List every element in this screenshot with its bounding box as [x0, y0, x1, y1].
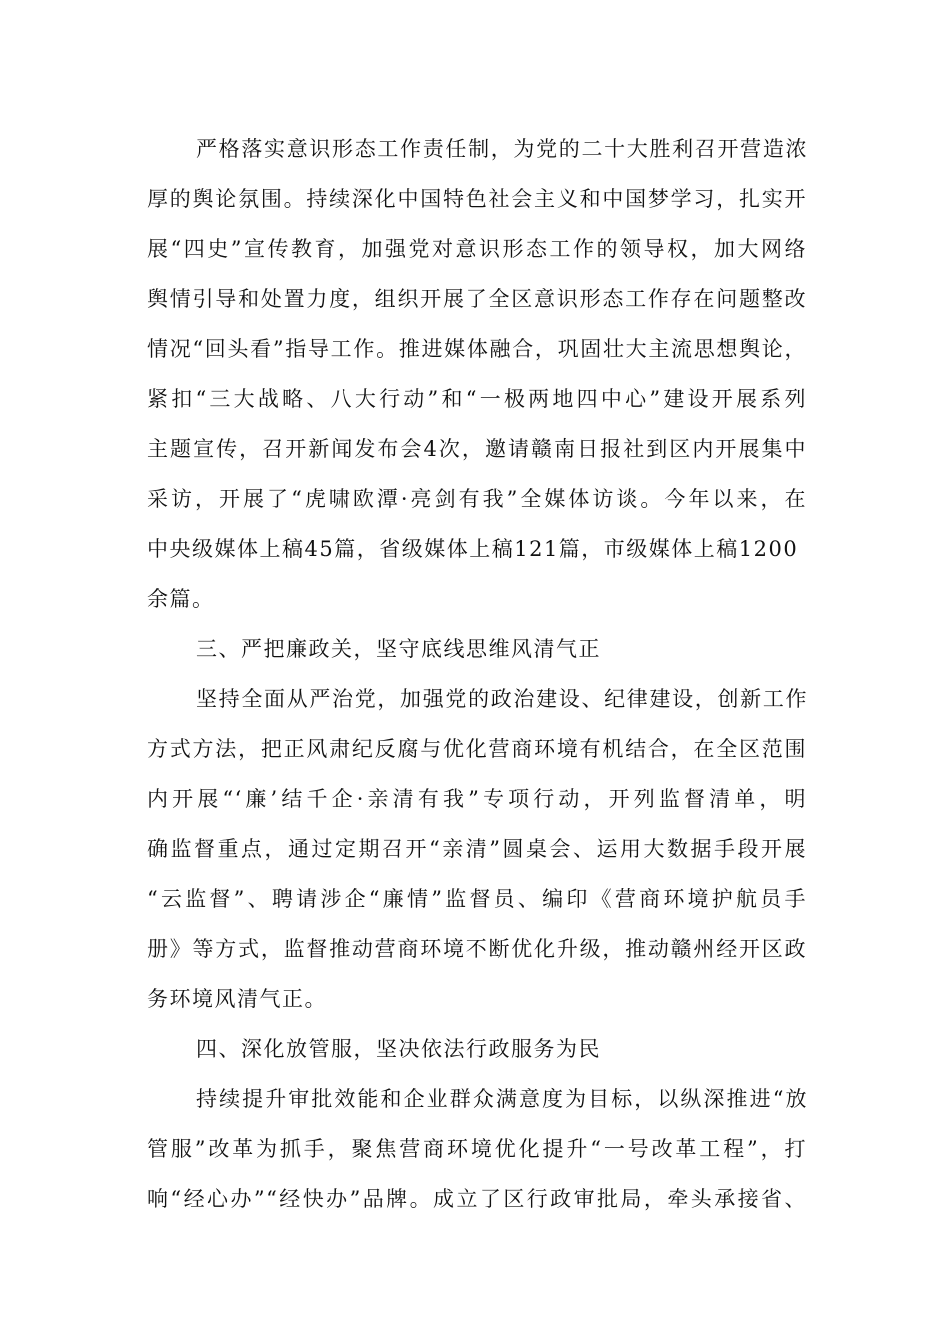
paragraph-1-line-2: 厚的舆论氛围。持续深化中国特色社会主义和中国梦学习，扎实开 [147, 187, 807, 211]
paragraph-1-line-5: 情况“回头看”指导工作。推进媒体融合，巩固壮大主流思想舆论， [147, 337, 807, 361]
section-heading-4: 四、深化放管服，坚决依法行政服务为民 [196, 1037, 601, 1061]
paragraph-1-line-1: 严格落实意识形态工作责任制，为党的二十大胜利召开营造浓 [196, 137, 808, 161]
paragraph-1-line-8: 采访，开展了“虎啸欧潭·亮剑有我”全媒体访谈。今年以来，在 [147, 487, 807, 511]
section-heading-3: 三、严把廉政关，坚守底线思维风清气正 [196, 637, 601, 661]
paragraph-3-line-2: 管服”改革为抓手，聚焦营商环境优化提升“一号改革工程”，打 [147, 1137, 807, 1161]
paragraph-1-line-3: 展“四史”宣传教育，加强党对意识形态工作的领导权，加大网络 [147, 237, 807, 261]
paragraph-1-line-6: 紧扣“三大战略、八大行动”和“一极两地四中心”建设开展系列 [147, 387, 807, 411]
paragraph-2-line-1: 坚持全面从严治党，加强党的政治建设、纪律建设，创新工作 [196, 687, 808, 711]
paragraph-2-line-5: “云监督”、聘请涉企“廉情”监督员、编印《营商环境护航员手 [147, 887, 807, 911]
paragraph-2-line-6: 册》等方式，监督推动营商环境不断优化升级，推动赣州经开区政 [147, 937, 807, 961]
paragraph-2-line-3: 内开展“‘廉’结千企·亲清有我”专项行动，开列监督清单，明 [147, 787, 807, 811]
paragraph-1-line-10: 余篇。 [147, 587, 215, 611]
paragraph-1-line-9: 中央级媒体上稿45篇，省级媒体上稿121篇，市级媒体上稿1200 [147, 537, 799, 561]
paragraph-3-line-1: 持续提升审批效能和企业群众满意度为目标，以纵深推进“放 [196, 1087, 808, 1111]
paragraph-1-line-4: 舆情引导和处置力度，组织开展了全区意识形态工作存在问题整改 [147, 287, 807, 311]
paragraph-2-line-7: 务环境风清气正。 [147, 987, 327, 1011]
paragraph-3-line-3: 响“经心办”“经快办”品牌。成立了区行政审批局，牵头承接省、 [147, 1187, 807, 1211]
paragraph-2-line-2: 方式方法，把正风肃纪反腐与优化营商环境有机结合，在全区范围 [147, 737, 807, 761]
paragraph-1-line-7: 主题宣传，召开新闻发布会4次，邀请赣南日报社到区内开展集中 [147, 437, 807, 461]
paragraph-2-line-4: 确监督重点，通过定期召开“亲清”圆桌会、运用大数据手段开展 [147, 837, 807, 861]
